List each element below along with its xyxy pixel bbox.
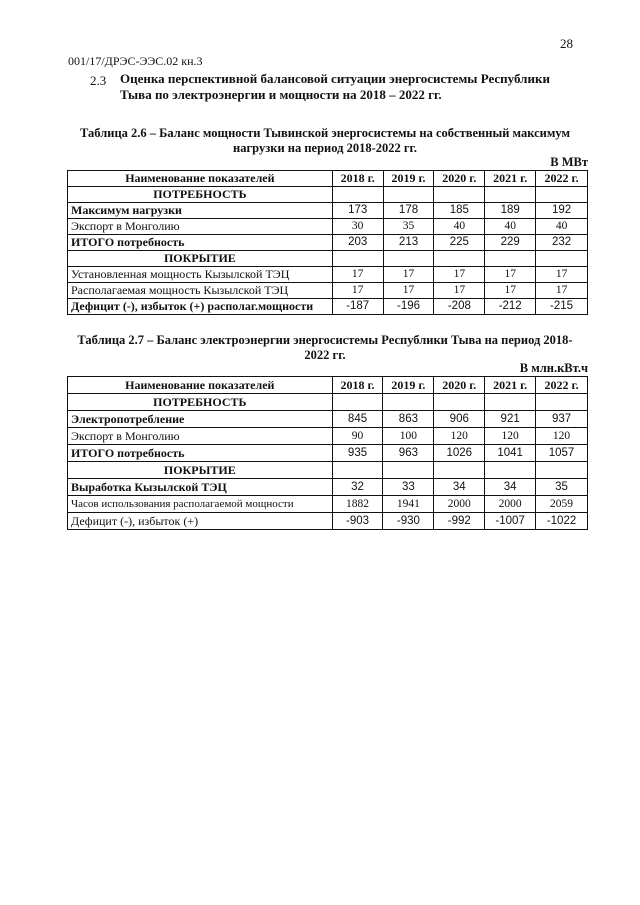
empty-cell bbox=[536, 394, 588, 411]
row-label: Часов использования располагаемой мощности bbox=[68, 496, 333, 513]
value-cell: 100 bbox=[383, 428, 434, 445]
value-cell: 17 bbox=[434, 267, 485, 283]
table-row bbox=[68, 513, 588, 530]
empty-cell bbox=[536, 462, 588, 479]
section-title: Оценка перспективной балансовой ситуации энергосистемы Республики Тыва по электроэнергии и мощности на 2018 – 2022 гг. bbox=[120, 71, 550, 102]
table-row bbox=[68, 203, 588, 219]
value-cell: 120 bbox=[434, 428, 485, 445]
column-header: Наименование показателей bbox=[68, 377, 333, 394]
value-cell: 17 bbox=[434, 283, 485, 299]
value-cell: 120 bbox=[536, 428, 588, 445]
column-header: 2022 г. bbox=[536, 171, 588, 187]
table-row bbox=[68, 462, 588, 479]
value-cell: -196 bbox=[383, 299, 434, 315]
column-header: 2020 г. bbox=[434, 171, 485, 187]
row-label: Располагаемая мощность Кызылской ТЭЦ bbox=[68, 283, 333, 299]
table-header-row bbox=[68, 377, 588, 394]
table-row bbox=[68, 496, 588, 513]
column-header: 2021 г. bbox=[485, 171, 536, 187]
value-cell: -930 bbox=[383, 513, 434, 530]
value-cell: 173 bbox=[332, 203, 383, 219]
empty-cell bbox=[383, 394, 434, 411]
value-cell: 1026 bbox=[434, 445, 485, 462]
document-code: 001/17/ДРЭС-ЭЭС.02 кн.3 bbox=[68, 54, 203, 68]
empty-cell bbox=[332, 462, 383, 479]
value-cell: 17 bbox=[485, 283, 536, 299]
value-cell: 963 bbox=[383, 445, 434, 462]
table-row bbox=[68, 394, 588, 411]
row-label: Максимум нагрузки bbox=[68, 203, 333, 219]
table-row bbox=[68, 283, 588, 299]
value-cell: 845 bbox=[332, 411, 383, 428]
value-cell: 40 bbox=[434, 219, 485, 235]
value-cell: 17 bbox=[536, 283, 588, 299]
table-row bbox=[68, 267, 588, 283]
empty-cell bbox=[485, 251, 536, 267]
power-balance-table bbox=[67, 170, 588, 315]
empty-cell bbox=[485, 187, 536, 203]
row-label: Электропотребление bbox=[68, 411, 333, 428]
value-cell: 40 bbox=[536, 219, 588, 235]
empty-cell bbox=[383, 251, 434, 267]
value-cell: 17 bbox=[383, 283, 434, 299]
row-label: ИТОГО потребность bbox=[68, 235, 333, 251]
column-header: 2018 г. bbox=[332, 377, 383, 394]
row-label: Установленная мощность Кызылской ТЭЦ bbox=[68, 267, 333, 283]
page-number: 28 bbox=[560, 36, 573, 51]
empty-cell bbox=[434, 394, 485, 411]
column-header: 2020 г. bbox=[434, 377, 485, 394]
empty-cell bbox=[383, 187, 434, 203]
value-cell: 185 bbox=[434, 203, 485, 219]
table-row bbox=[68, 479, 588, 496]
column-header: 2022 г. bbox=[536, 377, 588, 394]
table-row bbox=[68, 219, 588, 235]
empty-cell bbox=[536, 251, 588, 267]
empty-cell bbox=[485, 394, 536, 411]
value-cell: 30 bbox=[332, 219, 383, 235]
value-cell: 921 bbox=[485, 411, 536, 428]
value-cell: 33 bbox=[383, 479, 434, 496]
energy-balance-table bbox=[67, 376, 588, 530]
value-cell: -992 bbox=[434, 513, 485, 530]
value-cell: 1041 bbox=[485, 445, 536, 462]
value-cell: -212 bbox=[485, 299, 536, 315]
value-cell: 2059 bbox=[536, 496, 588, 513]
row-label: Выработка Кызылской ТЭЦ bbox=[68, 479, 333, 496]
table-2-6-caption: Таблица 2.6 – Баланс мощности Тывинской энергосистемы на собственный максимум нагрузки на период 2018-2022 гг. bbox=[80, 126, 570, 155]
table-header-row bbox=[68, 171, 588, 187]
value-cell: 937 bbox=[536, 411, 588, 428]
row-label: Дефицит (-), избыток (+) bbox=[68, 513, 333, 530]
value-cell: 17 bbox=[383, 267, 434, 283]
empty-cell bbox=[332, 394, 383, 411]
value-cell: 17 bbox=[536, 267, 588, 283]
value-cell: -215 bbox=[536, 299, 588, 315]
row-label: Дефицит (-), избыток (+) располаг.мощности bbox=[68, 299, 333, 315]
section-label: ПОКРЫТИЕ bbox=[68, 462, 333, 479]
value-cell: 178 bbox=[383, 203, 434, 219]
value-cell: 906 bbox=[434, 411, 485, 428]
value-cell: 35 bbox=[536, 479, 588, 496]
empty-cell bbox=[383, 462, 434, 479]
section-label: ПОТРЕБНОСТЬ bbox=[68, 187, 333, 203]
table-row bbox=[68, 235, 588, 251]
table-2-7-caption: Таблица 2.7 – Баланс электроэнергии энергосистемы Республики Тыва на период 2018-2022 гг. bbox=[77, 333, 573, 362]
value-cell: -1022 bbox=[536, 513, 588, 530]
value-cell: 17 bbox=[332, 267, 383, 283]
value-cell: 32 bbox=[332, 479, 383, 496]
row-label: Экспорт в Монголию bbox=[68, 219, 333, 235]
value-cell: 2000 bbox=[485, 496, 536, 513]
value-cell: 203 bbox=[332, 235, 383, 251]
column-header: 2019 г. bbox=[383, 171, 434, 187]
value-cell: 1882 bbox=[332, 496, 383, 513]
table-row bbox=[68, 411, 588, 428]
empty-cell bbox=[332, 187, 383, 203]
empty-cell bbox=[434, 187, 485, 203]
value-cell: -208 bbox=[434, 299, 485, 315]
column-header: 2021 г. bbox=[485, 377, 536, 394]
empty-cell bbox=[536, 187, 588, 203]
value-cell: -187 bbox=[332, 299, 383, 315]
column-header: Наименование показателей bbox=[68, 171, 333, 187]
value-cell: 232 bbox=[536, 235, 588, 251]
table-2-7-unit: В млн.кВт.ч bbox=[519, 361, 588, 375]
value-cell: 1941 bbox=[383, 496, 434, 513]
table-row bbox=[68, 428, 588, 445]
empty-cell bbox=[434, 251, 485, 267]
value-cell: 90 bbox=[332, 428, 383, 445]
row-label: Экспорт в Монголию bbox=[68, 428, 333, 445]
value-cell: 863 bbox=[383, 411, 434, 428]
section-number: 2.3 bbox=[90, 73, 107, 88]
value-cell: 2000 bbox=[434, 496, 485, 513]
value-cell: 225 bbox=[434, 235, 485, 251]
empty-cell bbox=[332, 251, 383, 267]
value-cell: 213 bbox=[383, 235, 434, 251]
table-2-6-unit: В МВт bbox=[550, 155, 588, 169]
empty-cell bbox=[485, 462, 536, 479]
value-cell: 189 bbox=[485, 203, 536, 219]
section-label: ПОТРЕБНОСТЬ bbox=[68, 394, 333, 411]
value-cell: 35 bbox=[383, 219, 434, 235]
empty-cell bbox=[434, 462, 485, 479]
value-cell: 17 bbox=[485, 267, 536, 283]
value-cell: 34 bbox=[485, 479, 536, 496]
value-cell: 935 bbox=[332, 445, 383, 462]
value-cell: -1007 bbox=[485, 513, 536, 530]
value-cell: 120 bbox=[485, 428, 536, 445]
table-row bbox=[68, 445, 588, 462]
value-cell: 1057 bbox=[536, 445, 588, 462]
section-label: ПОКРЫТИЕ bbox=[68, 251, 333, 267]
table-row bbox=[68, 187, 588, 203]
value-cell: 192 bbox=[536, 203, 588, 219]
value-cell: 40 bbox=[485, 219, 536, 235]
table-row bbox=[68, 251, 588, 267]
column-header: 2018 г. bbox=[332, 171, 383, 187]
column-header: 2019 г. bbox=[383, 377, 434, 394]
value-cell: 229 bbox=[485, 235, 536, 251]
value-cell: 34 bbox=[434, 479, 485, 496]
table-row bbox=[68, 299, 588, 315]
value-cell: 17 bbox=[332, 283, 383, 299]
value-cell: -903 bbox=[332, 513, 383, 530]
row-label: ИТОГО потребность bbox=[68, 445, 333, 462]
